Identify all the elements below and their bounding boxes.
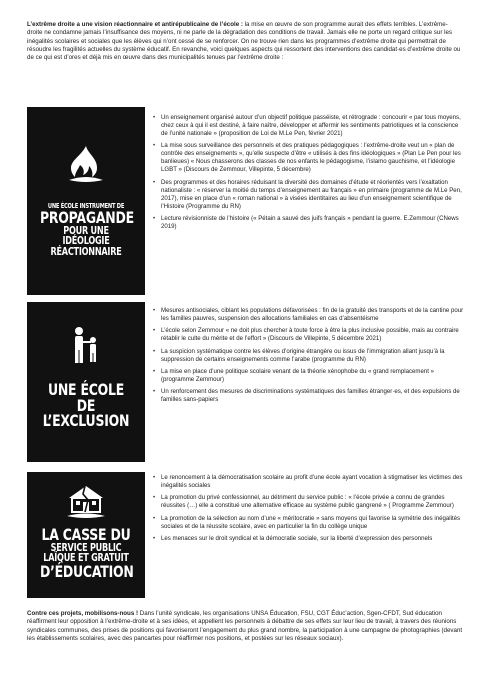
list-item: • Lecture révisionniste de l’histoire (« Pétain a sauvé des juifs français » pendant la guerre. E.Zemmour (CNews 2019) bbox=[153, 215, 459, 231]
items-propagande bbox=[153, 114, 465, 235]
card-title-line1: LA CASSE DU bbox=[41, 525, 131, 544]
list-item: • La suspicion systématique contre les élèves d’origine étrangère ou issus de l’immigration allant jusqu’à la suppression de certains enseignements comme l’arabe (programme du RN) bbox=[153, 347, 445, 363]
list-item: • Mesures antisociales, ciblant les populations défavorisées : fin de la gratuité des transports et de la cantine pour les familles pauvres, suspension des allocations familiales en cas d’absentéisme bbox=[153, 307, 464, 323]
card-title-exclusion bbox=[40, 382, 132, 429]
list-item: • Des programmes et des horaires réduisant la diversité des domaines d’étude et réorientés vers l’exaltation nationaliste : « réserver la moitié du temps d’enseignement au français » en primaire (programme de M.Le Pen, 2017), mise en place d’un « roman national » à visées identitaires au lieu d’un enseignement scientifique de l’Histoire (Programme du RN) bbox=[153, 178, 462, 210]
outro-lead: Contre ces projets, mobilisons-nous ! bbox=[27, 610, 139, 617]
card-service-public bbox=[27, 472, 145, 598]
flame-icon bbox=[61, 144, 111, 188]
outro-paragraph bbox=[27, 610, 463, 644]
intro-paragraph bbox=[27, 21, 463, 62]
card-title-line1: UNE ÉCOLE INSTRUMENT DE bbox=[47, 202, 125, 210]
outro-text: Dans l’unité syndicale, les organisations UNSA Éducation, FSU, CGT Éduc’action, Sgen-CFDT, Sud éducation réaffirment leur opposition à l’extrême-droite et à ses idées, et appellent les personnels à débattre de ses effets sur leur lieu de travail, à travers des réunions syndicales communes, des prises de positions qui favoriseront l’engagement du plus grand nombre, la participation à une campagne de photographies (devant les établissements scolaires, avec des pancartes pour réaffirmer nos positions, et postées sur les réseaux sociaux). bbox=[27, 610, 463, 643]
card-title-line2: SERVICE PUBLIC bbox=[50, 541, 122, 554]
list-item: • La promotion de la sélection au nom d’une « méritocratie » sans moyens qui favorise la symétrie des inégalités sociales et de la réussite scolaire, avec en particulier la fin du collège unique bbox=[153, 514, 461, 530]
section-propagande bbox=[27, 107, 465, 297]
broken-school-icon bbox=[61, 480, 111, 524]
list-item: • La promotion du privé confessionnel, au détriment du service public : « l’école privée a connu de grandes réussites (…) elle a constitué une alternative efficace au système public gangrené » ( Programme Zemmour) bbox=[153, 494, 454, 510]
items-service-public bbox=[153, 474, 465, 547]
list-item: • La mise sous surveillance des personnels et des pratiques pédagogiques : l’extrême-droite veut un « plan de contrôle des enseignements », qu’elle suspecte d’être « utilisés à des fins idéologiques » (Plan Le Pen pour les banlieues) « Nous chasserons des classes de nos enfants le pédagogisme, l’islamo gauchisme, et l’idéologie LGBT » (Discours de Zemmour, Villepinte, 5 décembre) bbox=[153, 142, 461, 174]
list-item: • Le renoncement à la démocratisation scolaire au profit d’une école ayant vocation à stigmatiser les victimes des inégalités sociales bbox=[153, 474, 463, 490]
list-item: • Un renforcement des mesures de discriminations systématiques des familles étranger·es, et des expulsions de familles sans-papiers bbox=[153, 388, 460, 404]
card-title-line4: D’ÉDUCATION bbox=[39, 561, 134, 581]
section-service-public bbox=[27, 472, 465, 602]
card-exclusion bbox=[27, 302, 145, 462]
intro-text: la mise en œuvre de son programme aurait des effets terribles. L’extrême-droite ne condamne jamais l’insuffisance des moyens, ni ne parle de la dégradation des conditions de travail. Jamais elle ne porte un regard critique sur les inégalités scolaires et sociales que les élèves qui n’ont cessé de se renforcer. On ne trouve rien dans les programmes d’extrême droite qui permettrait de résoudre les fragilités actuelles du système éducatif. En revanche, voici quelques aspects qui ressortent des interventions des candidat·es d’extrême droite ou de ce qui est d’ores et déjà mis en œuvre dans des municipalités tenues par l’extrême droite : bbox=[27, 21, 461, 62]
card-title-line4: RÉACTIONNAIRE bbox=[50, 245, 122, 258]
card-title-line3: LAÏQUE ET GRATUIT bbox=[43, 552, 129, 565]
list-item: • Un enseignement organisé autour d’un objectif politique passéiste, et rétrograde : concourir « par tous moyens, chez ceux à qui il est destiné, à faire naître, développer et affermir les sentiments patriotiques et la conscience de l’unité nationale » (proposition de Loi de M.Le Pen, février 2021) bbox=[153, 114, 461, 138]
list-item: • L’école selon Zemmour « ne doit plus chercher à toute force à être la plus inclusive possible, mais au contraire rétablir le culte du mérite et de l’effort » (Discours de Villepinte, 5 décembre 2021) bbox=[153, 327, 459, 343]
family-icon bbox=[61, 324, 111, 368]
card-title-line2: PROPAGANDE bbox=[39, 208, 134, 228]
card-title-service-public bbox=[40, 527, 132, 579]
intro-lead: L’extrême droite a une vision réactionnaire et antirépublicaine de l’école : bbox=[27, 21, 243, 28]
items-exclusion bbox=[153, 307, 465, 408]
card-title-line3: L’EXCLUSION bbox=[42, 411, 130, 430]
card-title-line2: UNE ÉCOLE DE bbox=[47, 380, 125, 415]
section-exclusion bbox=[27, 302, 465, 468]
list-item: • La mise en place d’une politique scolaire venant de la théorie xénophobe du « grand remplacement » (programme Zemmour) bbox=[153, 367, 435, 383]
card-title-propagande bbox=[40, 203, 132, 257]
card-title-line3: POUR UNE IDÉOLOGIE bbox=[62, 224, 110, 248]
card-propagande bbox=[27, 107, 145, 295]
list-item: • Les menaces sur le droit syndical et la démocratie sociale, sur la liberté d’expression des personnels bbox=[153, 534, 433, 542]
